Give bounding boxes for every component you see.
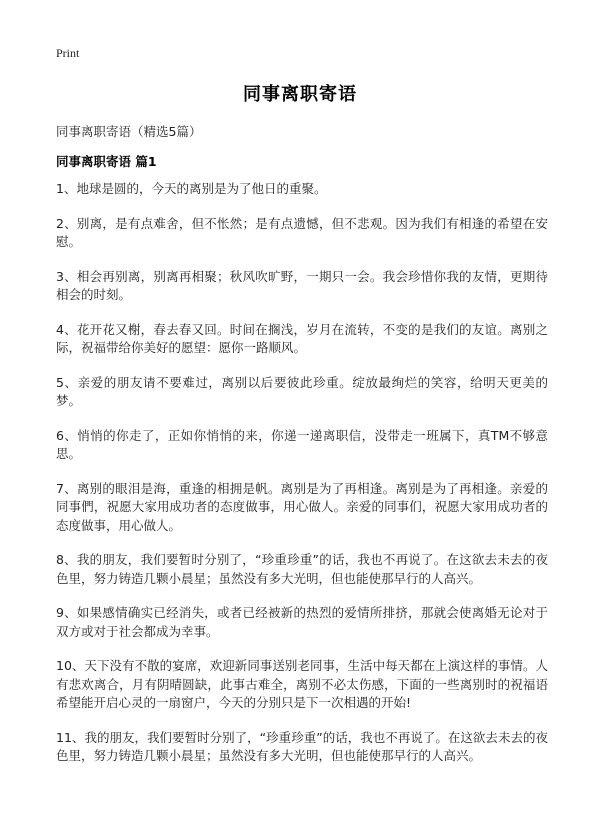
document-subtitle: 同事离职寄语（精选5篇） [56, 124, 202, 139]
paragraph-2: 2、别离，是有点难舍，但不怅然；是有点遗憾，但不悲观。因为我们有相逢的希望在安慰。 [56, 215, 548, 249]
paragraph-7: 7、离别的眼泪是海，重逢的相拥是帆。离别是为了再相逢。离别是为了再相逢。亲爱的同事們，祝愿大家用成功者的态度做事，用心做人。亲爱的同事们，祝愿大家用成功者的态度做事，用心做人。 [56, 480, 548, 533]
paragraph-10: 10、天下没有不散的宴席，欢迎新同事送别老同事，生活中每天都在上演这样的事情。人有悲欢离合，月有阴晴圆缺，此事古难全，离别不必太伤感，下面的一些离别时的祝福语希望能开启心灵的一扇窗户，今天的分别只是下一次相遇的开始! [56, 658, 548, 710]
paragraph-list [56, 180, 548, 782]
section-heading: 同事离职寄语 篇1 [56, 154, 157, 169]
paragraph-9: 9、如果感情确实已经消失，或者已经被新的热烈的爱情所排挤，那就会使离婚无论对于双方或对于社会都成为幸事。 [56, 605, 548, 639]
paragraph-8: 8、我的朋友，我们要暂时分别了，“珍重珍重”的话，我也不再说了。在这欲去未去的夜色里，努力铸造几颗小晨星；虽然没有多大光明，但也能使那早行的人高兴。 [56, 552, 548, 586]
document-title: 同事离职寄语 [243, 84, 357, 105]
paragraph-1: 1、地球是圆的，今天的离别是为了他日的重聚。 [56, 181, 327, 196]
paragraph-6: 6、悄悄的你走了，正如你悄悄的来，你递一递离职信，没带走一班属下，真TM不够意思。 [56, 427, 548, 461]
print-link[interactable]: Print [56, 46, 80, 60]
paragraph-3: 3、相会再别离，别离再相聚；秋风吹旷野，一期只一会。我会珍惜你我的友情，更期待相会的时刻。 [56, 268, 548, 302]
paragraph-5: 5、亲爱的朋友请不要难过，离别以后要彼此珍重。绽放最绚烂的笑容，给明天更美的梦。 [56, 374, 548, 408]
paragraph-11: 11、我的朋友，我们要暂时分别了，“珍重珍重”的话，我也不再说了。在这欲去未去的夜色里，努力铸造几颗小晨星；虽然没有多大光明，但也能使那早行的人高兴。 [56, 729, 548, 763]
paragraph-4: 4、花开花又榭，春去春又回。时间在搁浅，岁月在流转，不变的是我们的友谊。离别之际，祝福带给你美好的愿望：愿你一路顺风。 [56, 321, 548, 355]
